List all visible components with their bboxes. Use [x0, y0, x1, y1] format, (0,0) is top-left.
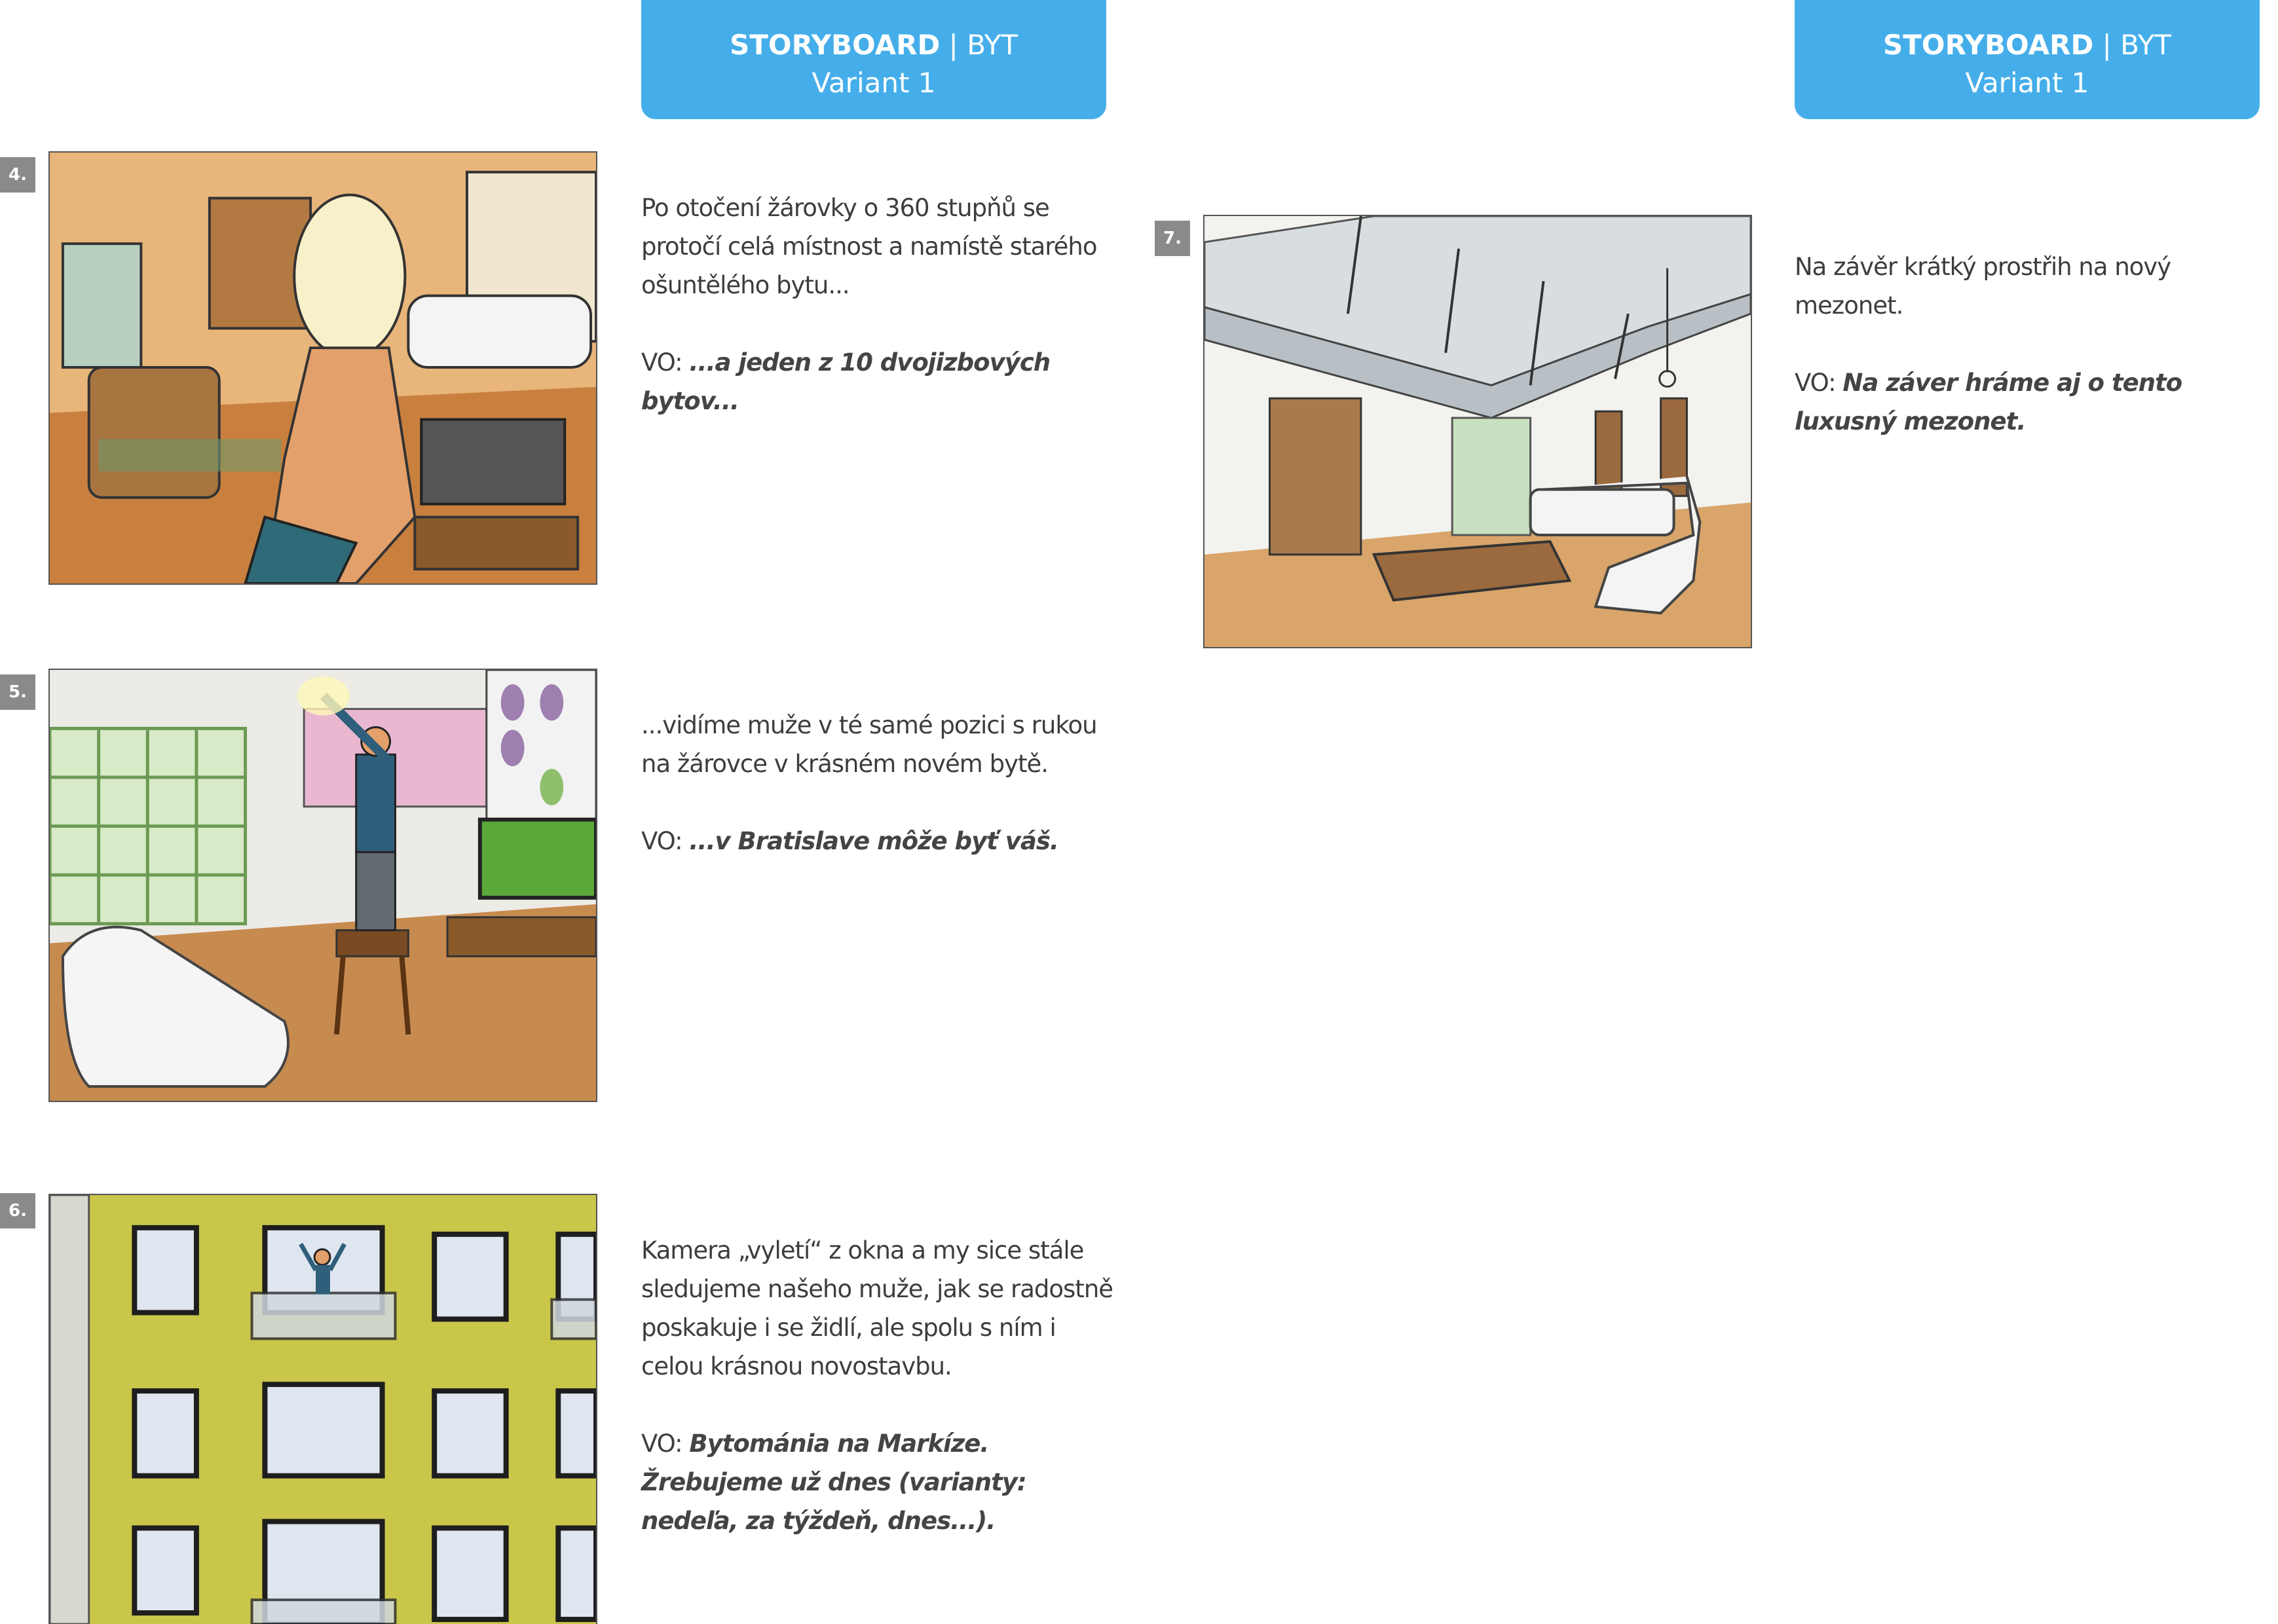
frame-number-6: 6. [0, 1193, 35, 1228]
frame-7-voiceover [1795, 363, 2253, 441]
header-brand: STORYBOARD [1882, 29, 2094, 61]
header-variant: Variant 1 [1965, 67, 2089, 99]
frame-number-4: 4. [0, 157, 35, 193]
frame-5-description: ...vidíme muže v té samé pozici s rukou na žárovce v krásném novém bytě. [641, 711, 1097, 778]
frame-number-5: 5. [0, 674, 35, 710]
frame-7-description: Na závěr krátký prostřih na nový mezonet. [1795, 253, 2171, 320]
header-separator: | [940, 29, 967, 61]
frame-5-caption [641, 706, 1119, 899]
vo-text: ...v Bratislave môže byť váš. [689, 827, 1058, 855]
header-section: BYT [2120, 29, 2172, 61]
header-separator: | [2093, 29, 2121, 61]
storyboard-frame-6-sketch [48, 1194, 597, 1624]
storyboard-frame-7-sketch [1203, 215, 1752, 648]
header-variant: Variant 1 [812, 67, 936, 99]
header-section: BYT [967, 29, 1018, 61]
frame-number-7: 7. [1155, 221, 1190, 256]
storyboard-header-right [1795, 0, 2260, 119]
storyboard-frame-5-sketch [48, 669, 597, 1102]
new-flat-man-on-chair-sketch [50, 670, 596, 1101]
vo-text: Bytománia na Markíze. Žrebujeme už dnes (varianty: nedeľa, za týždeň, dnes...). [641, 1430, 1026, 1535]
frame-6-description: Kamera „vyletí“ z okna a my sice stále sledujeme našeho muže, jak se radostně poskakuje i se židlí, ale spolu s ním i celou krásnou novostavbu. [641, 1236, 1113, 1380]
frame-6-caption [641, 1231, 1119, 1579]
frame-6-voiceover [641, 1424, 1119, 1540]
frame-5-voiceover [641, 822, 1119, 860]
vo-label: VO: [1795, 369, 1843, 397]
vo-label: VO: [641, 1430, 690, 1458]
frame-7-caption [1795, 248, 2253, 479]
vo-label: VO: [641, 827, 690, 855]
building-facade-sketch [50, 1195, 596, 1624]
storyboard-frame-4-sketch [48, 151, 597, 585]
frame-4-voiceover [641, 343, 1119, 420]
frame-4-caption [641, 189, 1119, 459]
storyboard-header-left [641, 0, 1106, 119]
old-room-bulb-sketch [50, 153, 596, 583]
vo-text: ...a jeden z 10 dvojizbových bytov... [641, 348, 1051, 415]
mezonet-interior-sketch [1204, 216, 1751, 647]
frame-4-description: Po otočení žárovky o 360 stupňů se protočí celá místnost a namístě starého ošuntělého bytu... [641, 194, 1097, 299]
vo-text: Na záver hráme aj o tento luxusný mezonet. [1795, 369, 2182, 435]
header-brand: STORYBOARD [729, 29, 941, 61]
vo-label: VO: [641, 348, 690, 377]
